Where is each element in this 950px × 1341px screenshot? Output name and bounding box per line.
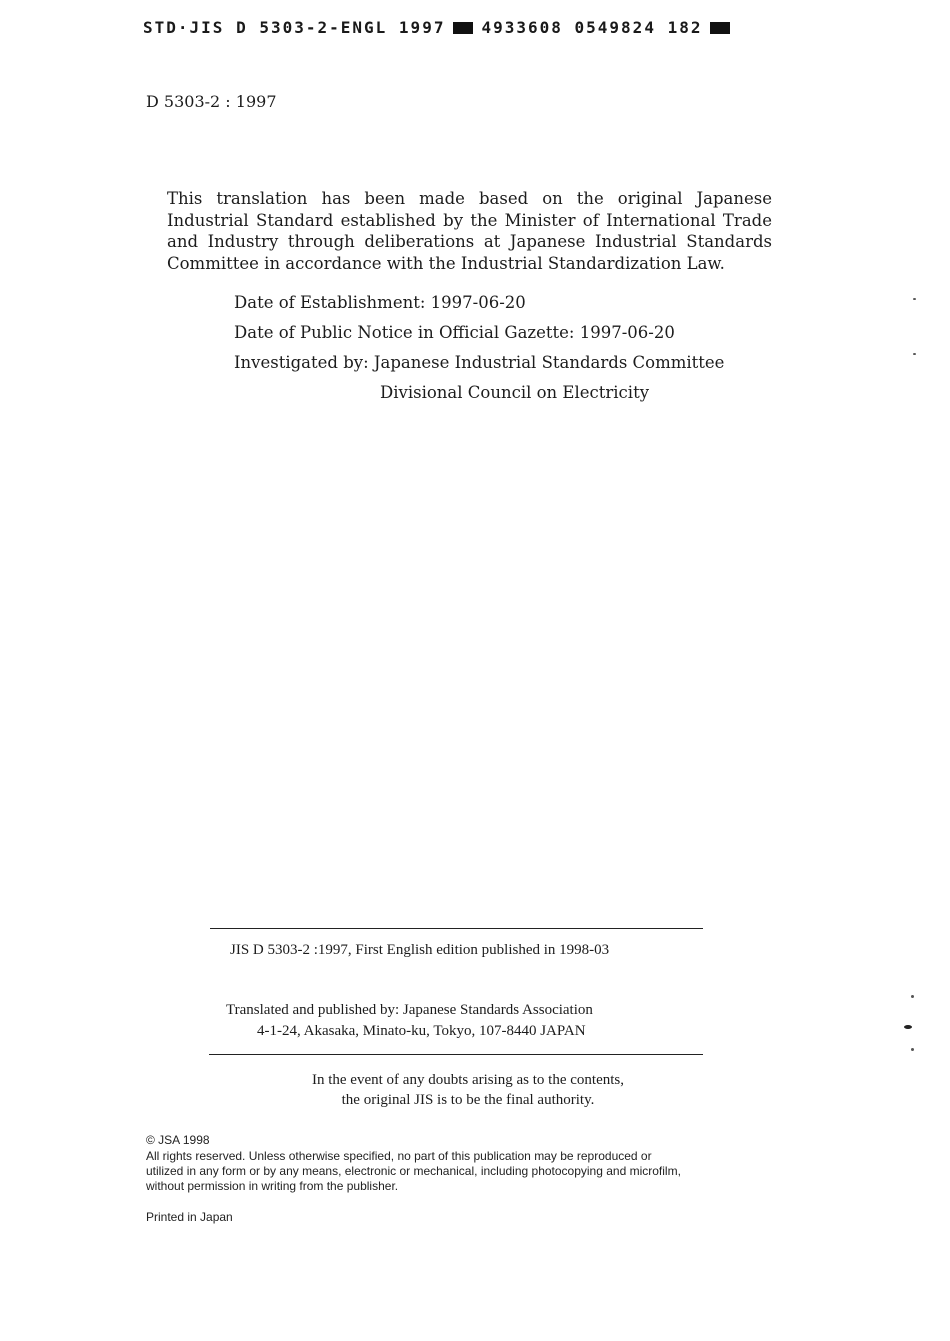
stamp-standard-code: STD·JIS D 5303-2-ENGL 1997: [143, 18, 446, 37]
top-rule: [210, 928, 703, 929]
publisher-address: 4-1-24, Akasaka, Minato-ku, Tokyo, 107-8440 JAPAN: [257, 1023, 586, 1039]
authority-notice-line1: In the event of any doubts arising as to the contents,: [311, 1072, 624, 1088]
scan-speck: [913, 353, 916, 355]
bottom-rule: [209, 1054, 703, 1055]
edition-line: JIS D 5303-2 :1997, First English edition published in 1998-03: [230, 942, 610, 958]
document-designation: D 5303-2 : 1997: [146, 92, 277, 111]
copyright-holder: © JSA 1998: [146, 1133, 210, 1147]
divisional-council: Divisional Council on Electricity: [380, 383, 650, 402]
stamp-block-mark-end: [710, 22, 730, 34]
printed-in: Printed in Japan: [146, 1210, 233, 1224]
scan-speck: [913, 298, 916, 300]
date-of-public-notice: Date of Public Notice in Official Gazette: 1997-06-20: [234, 323, 675, 342]
stamp-serial-code: 4933608 0549824 182: [481, 18, 703, 37]
scan-speck: [904, 1025, 912, 1029]
rights-line-3: without permission in writing from the publisher.: [146, 1179, 399, 1193]
date-of-establishment: Date of Establishment: 1997-06-20: [234, 293, 526, 312]
rights-line-2: utilized in any form or by any means, electronic or mechanical, including photocopying and microfilm,: [146, 1164, 681, 1178]
rights-line-1: All rights reserved. Unless otherwise specified, no part of this publication may be reproduced or: [146, 1149, 652, 1163]
authority-notice-line2: the original JIS is to be the final authority.: [341, 1092, 595, 1108]
scan-speck: [911, 1048, 914, 1051]
stamp-block-mark: [453, 22, 473, 34]
publisher-line: Translated and published by: Japanese Standards Association: [226, 1002, 593, 1018]
intro-section: [167, 188, 772, 274]
header-stamp: [143, 18, 738, 37]
intro-paragraph: This translation has been made based on the original Japanese Industrial Standard established by the Minister of International Trade and Industry through deliberations at Japanese Industrial Standards Committee in accordance with the Industrial Standardization Law.: [167, 189, 772, 273]
scan-speck: [911, 995, 914, 998]
investigated-by: Investigated by: Japanese Industrial Standards Committee: [234, 353, 725, 372]
